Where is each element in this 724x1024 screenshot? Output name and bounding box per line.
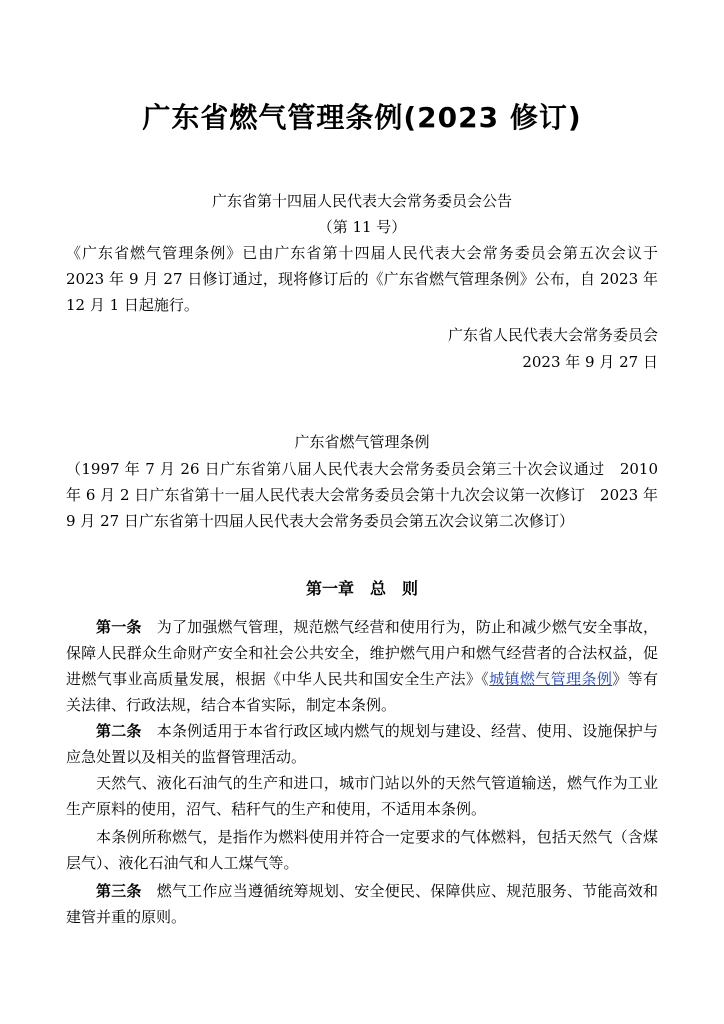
announcement-signer: 广东省人民代表大会常务委员会 <box>447 326 658 344</box>
article-2-label: 第二条 <box>96 722 142 740</box>
article-3-text: 燃气工作应当遵循统筹规划、安全便民、保障供应、规范服务、节能高效和建管并重的原则。 <box>66 882 658 926</box>
article-1-text-end: 》等有关法律、行政法规，结合本省实际，制定本条例。 <box>66 670 658 714</box>
announcement-body: 《广东省燃气管理条例》已由广东省第十四届人民代表大会常务委员会第五次会议于 2023 年 9 月 27 日修订通过，现将修订后的《广东省燃气管理条例》公布，自 2023 年 12 月 1 日起施行。 <box>66 244 658 314</box>
article-1-text: 为了加强燃气管理，规范燃气经营和使用行为，防止和减少燃气安全事故，保障人民群众生命财产安全和社会公共安全，维护燃气用户和燃气经营者的合法权益，促进燃气事业高质量发展，根据《中华人民共和国安全生产法》《 <box>66 618 658 688</box>
article-2-paragraph-3: 本条例所称燃气，是指作为燃料使用并符合一定要求的气体燃料，包括天然气（含煤层气）、液化石油气和人工煤气等。 <box>66 828 658 872</box>
article-2-paragraph-2: 天然气、液化石油气的生产和进口，城市门站以外的天然气管道输送，燃气作为工业生产原料的使用，沼气、秸秆气的生产和使用，不适用本条例。 <box>66 774 658 818</box>
regulation-history: （1997 年 7 月 26 日广东省第八届人民代表大会常务委员会第三十次会议通过 2010 年 6 月 2 日广东省第十一届人民代表大会常务委员会第十九次会议第一次修订 2023 年 9 月 27 日广东省第十四届人民代表大会常务委员会第五次会议第二次修订） <box>66 460 658 530</box>
document-title: 广东省燃气管理条例(2023 修订) <box>142 101 582 134</box>
announcement-number: （第 11 号） <box>317 218 407 236</box>
article-2-text: 本条例适用于本省行政区域内燃气的规划与建设、经营、使用、设施保护与应急处置以及相关的监督管理活动。 <box>66 722 658 766</box>
announcement-date: 2023 年 9 月 27 日 <box>522 353 658 371</box>
article-1-label: 第一条 <box>96 618 142 636</box>
article-3 <box>66 878 658 930</box>
announcement-issuer: 广东省第十四届人民代表大会常务委员会公告 <box>211 192 512 210</box>
regulation-name: 广东省燃气管理条例 <box>294 433 430 451</box>
chapter-heading: 第一章 总 则 <box>305 579 418 598</box>
regulation-link[interactable]: 城镇燃气管理条例 <box>489 670 613 688</box>
article-1 <box>66 614 658 718</box>
article-2 <box>66 718 658 770</box>
article-3-label: 第三条 <box>96 882 142 900</box>
